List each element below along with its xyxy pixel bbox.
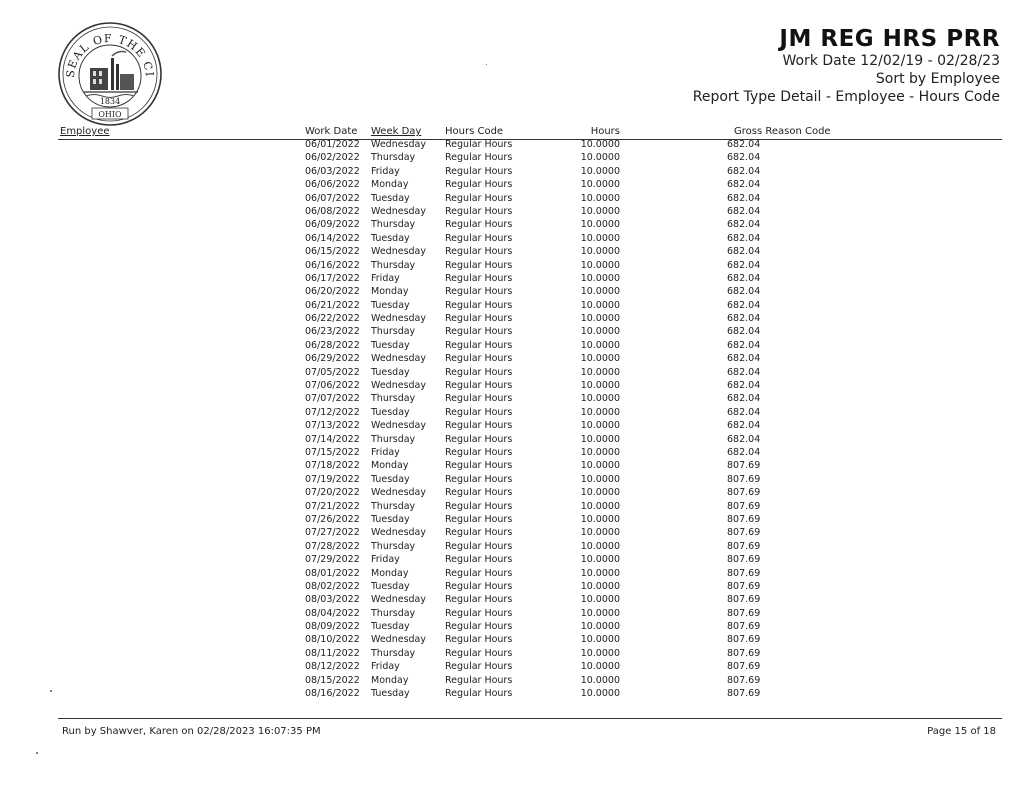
hours-code-cell: Regular Hours (445, 446, 513, 458)
hours-cell: 10.0000 (580, 366, 620, 378)
work-date-cell: 07/21/2022 (305, 500, 360, 512)
table-row (0, 687, 1024, 700)
hours-code-cell: Regular Hours (445, 246, 513, 258)
work-date-cell: 06/09/2022 (305, 219, 360, 231)
hours-cell: 10.0000 (580, 192, 620, 204)
work-date-cell: 06/22/2022 (305, 313, 360, 325)
hours-cell: 10.0000 (580, 179, 620, 191)
hours-code-cell: Regular Hours (445, 634, 513, 646)
week-day-cell: Tuesday (371, 473, 410, 485)
hours-code-cell: Regular Hours (445, 688, 513, 700)
hours-cell: 10.0000 (580, 554, 620, 566)
gross-cell: 682.04 (727, 179, 761, 191)
gross-cell: 807.69 (727, 513, 761, 525)
hours-code-cell: Regular Hours (445, 647, 513, 659)
week-day-cell: Wednesday (371, 527, 427, 539)
work-date-cell: 06/17/2022 (305, 272, 360, 284)
seal-year: 1834 (99, 97, 121, 106)
hours-code-cell: Regular Hours (445, 380, 513, 392)
work-date-cell: 07/06/2022 (305, 380, 360, 392)
week-day-cell: Wednesday (371, 634, 427, 646)
scan-speck (36, 752, 38, 754)
hours-code-cell: Regular Hours (445, 152, 513, 164)
table-row (0, 446, 1024, 459)
work-date-cell: 08/01/2022 (305, 567, 360, 579)
hours-code-cell: Regular Hours (445, 192, 513, 204)
table-row (0, 486, 1024, 499)
table-row (0, 540, 1024, 553)
gross-cell: 682.04 (727, 313, 761, 325)
work-date-cell: 06/15/2022 (305, 246, 360, 258)
hours-cell: 10.0000 (580, 621, 620, 633)
table-row (0, 218, 1024, 231)
work-date-cell: 06/03/2022 (305, 165, 360, 177)
hours-code-cell: Regular Hours (445, 621, 513, 633)
hours-cell: 10.0000 (580, 406, 620, 418)
gross-cell: 807.69 (727, 688, 761, 700)
hours-cell: 10.0000 (580, 594, 620, 606)
table-row (0, 500, 1024, 513)
work-date-cell: 08/16/2022 (305, 688, 360, 700)
hours-code-cell: Regular Hours (445, 339, 513, 351)
work-date-cell: 08/09/2022 (305, 621, 360, 633)
gross-cell: 682.04 (727, 353, 761, 365)
hours-cell: 10.0000 (580, 152, 620, 164)
hours-cell: 10.0000 (580, 460, 620, 472)
col-header-work-date: Work Date (305, 126, 358, 137)
hours-cell: 10.0000 (580, 272, 620, 284)
hours-cell: 10.0000 (580, 313, 620, 325)
week-day-cell: Wednesday (371, 205, 427, 217)
week-day-cell: Thursday (371, 152, 416, 164)
week-day-cell: Tuesday (371, 688, 410, 700)
gross-cell: 682.04 (727, 286, 761, 298)
work-date-cell: 07/26/2022 (305, 513, 360, 525)
gross-cell: 682.04 (727, 420, 761, 432)
week-day-cell: Tuesday (371, 232, 410, 244)
work-date-cell: 06/29/2022 (305, 353, 360, 365)
col-header-week-day: Week Day (371, 126, 422, 137)
gross-cell: 682.04 (727, 232, 761, 244)
hours-cell: 10.0000 (580, 607, 620, 619)
col-header-hours: Hours (590, 126, 620, 137)
seal-arc-text: SEAL OF THE CI (63, 31, 157, 79)
report-title: JM REG HRS PRR (779, 26, 1000, 52)
table-row (0, 325, 1024, 338)
hours-cell: 10.0000 (580, 139, 620, 150)
work-date-cell: 07/12/2022 (305, 406, 360, 418)
work-date-cell: 07/18/2022 (305, 460, 360, 472)
week-day-cell: Wednesday (371, 313, 427, 325)
week-day-cell: Friday (371, 661, 400, 673)
work-date-cell: 07/05/2022 (305, 366, 360, 378)
gross-cell: 807.69 (727, 500, 761, 512)
work-date-cell: 07/28/2022 (305, 540, 360, 552)
hours-code-cell: Regular Hours (445, 219, 513, 231)
gross-cell: 807.69 (727, 647, 761, 659)
week-day-cell: Wednesday (371, 487, 427, 499)
hours-code-cell: Regular Hours (445, 272, 513, 284)
gross-cell: 682.04 (727, 205, 761, 217)
week-day-cell: Friday (371, 165, 400, 177)
hours-code-cell: Regular Hours (445, 205, 513, 217)
gross-cell: 682.04 (727, 299, 761, 311)
hours-cell: 10.0000 (580, 513, 620, 525)
work-date-cell: 07/20/2022 (305, 487, 360, 499)
work-date-cell: 06/01/2022 (305, 139, 360, 150)
hours-cell: 10.0000 (580, 567, 620, 579)
hours-cell: 10.0000 (580, 380, 620, 392)
gross-cell: 807.69 (727, 487, 761, 499)
hours-cell: 10.0000 (580, 674, 620, 686)
work-date-cell: 08/04/2022 (305, 607, 360, 619)
sort-by: Sort by Employee (875, 71, 1000, 87)
hours-code-cell: Regular Hours (445, 661, 513, 673)
gross-cell: 682.04 (727, 339, 761, 351)
hours-cell: 10.0000 (580, 286, 620, 298)
work-date-cell: 06/14/2022 (305, 232, 360, 244)
week-day-cell: Tuesday (371, 621, 410, 633)
week-day-cell: Thursday (371, 393, 416, 405)
week-day-cell: Monday (371, 286, 409, 298)
hours-code-cell: Regular Hours (445, 460, 513, 472)
table-row (0, 205, 1024, 218)
table-row (0, 178, 1024, 191)
week-day-cell: Thursday (371, 500, 416, 512)
hours-cell: 10.0000 (580, 420, 620, 432)
gross-cell: 682.04 (727, 446, 761, 458)
hours-code-cell: Regular Hours (445, 353, 513, 365)
work-date-cell: 06/07/2022 (305, 192, 360, 204)
gross-cell: 807.69 (727, 621, 761, 633)
week-day-cell: Wednesday (371, 353, 427, 365)
hours-code-cell: Regular Hours (445, 594, 513, 606)
hours-cell: 10.0000 (580, 165, 620, 177)
gross-cell: 682.04 (727, 139, 761, 150)
table-row (0, 165, 1024, 178)
work-date-cell: 08/11/2022 (305, 647, 360, 659)
gross-cell: 807.69 (727, 580, 761, 592)
work-date-cell: 06/02/2022 (305, 152, 360, 164)
week-day-cell: Thursday (371, 219, 416, 231)
hours-cell: 10.0000 (580, 688, 620, 700)
table-row (0, 433, 1024, 446)
gross-cell: 807.69 (727, 460, 761, 472)
hours-code-cell: Regular Hours (445, 554, 513, 566)
work-date-cell: 06/21/2022 (305, 299, 360, 311)
work-date-cell: 08/12/2022 (305, 661, 360, 673)
table-row (0, 392, 1024, 405)
week-day-cell: Thursday (371, 259, 416, 271)
gross-cell: 807.69 (727, 607, 761, 619)
week-day-cell: Friday (371, 446, 400, 458)
scan-speck (486, 64, 487, 65)
table-row (0, 232, 1024, 245)
hours-code-cell: Regular Hours (445, 299, 513, 311)
hours-code-cell: Regular Hours (445, 527, 513, 539)
week-day-cell: Tuesday (371, 580, 410, 592)
hours-code-cell: Regular Hours (445, 433, 513, 445)
table-row (0, 473, 1024, 486)
footer-divider (58, 718, 1002, 719)
table-row (0, 339, 1024, 352)
gross-cell: 807.69 (727, 674, 761, 686)
hours-cell: 10.0000 (580, 433, 620, 445)
table-row (0, 379, 1024, 392)
table-row (0, 459, 1024, 472)
hours-code-cell: Regular Hours (445, 313, 513, 325)
scan-speck (50, 690, 52, 692)
table-row (0, 593, 1024, 606)
work-date-cell: 06/23/2022 (305, 326, 360, 338)
week-day-cell: Wednesday (371, 246, 427, 258)
week-day-cell: Monday (371, 460, 409, 472)
gross-cell: 682.04 (727, 326, 761, 338)
work-date-cell: 06/08/2022 (305, 205, 360, 217)
hours-cell: 10.0000 (580, 473, 620, 485)
hours-cell: 10.0000 (580, 527, 620, 539)
hours-code-cell: Regular Hours (445, 286, 513, 298)
work-date-cell: 07/14/2022 (305, 433, 360, 445)
work-date-cell: 08/10/2022 (305, 634, 360, 646)
table-row (0, 567, 1024, 580)
table-row (0, 259, 1024, 272)
hours-code-cell: Regular Hours (445, 580, 513, 592)
work-date-cell: 06/06/2022 (305, 179, 360, 191)
table-row (0, 299, 1024, 312)
table-row (0, 580, 1024, 593)
week-day-cell: Thursday (371, 647, 416, 659)
hours-code-cell: Regular Hours (445, 473, 513, 485)
hours-code-cell: Regular Hours (445, 366, 513, 378)
city-seal-logo (56, 20, 164, 128)
hours-cell: 10.0000 (580, 326, 620, 338)
table-row (0, 312, 1024, 325)
week-day-cell: Tuesday (371, 339, 410, 351)
gross-cell: 682.04 (727, 380, 761, 392)
table-row (0, 607, 1024, 620)
work-date-cell: 08/15/2022 (305, 674, 360, 686)
hours-cell: 10.0000 (580, 219, 620, 231)
hours-code-cell: Regular Hours (445, 259, 513, 271)
week-day-cell: Tuesday (371, 406, 410, 418)
col-header-gross-reason: Gross Reason Code (734, 126, 831, 137)
gross-cell: 682.04 (727, 433, 761, 445)
hours-cell: 10.0000 (580, 246, 620, 258)
hours-code-cell: Regular Hours (445, 406, 513, 418)
week-day-cell: Tuesday (371, 513, 410, 525)
hours-cell: 10.0000 (580, 205, 620, 217)
work-date-cell: 07/07/2022 (305, 393, 360, 405)
gross-cell: 682.04 (727, 152, 761, 164)
table-row (0, 151, 1024, 164)
hours-code-cell: Regular Hours (445, 674, 513, 686)
table-row (0, 553, 1024, 566)
hours-code-cell: Regular Hours (445, 165, 513, 177)
gross-cell: 807.69 (727, 567, 761, 579)
gross-cell: 807.69 (727, 473, 761, 485)
hours-code-cell: Regular Hours (445, 326, 513, 338)
hours-code-cell: Regular Hours (445, 420, 513, 432)
hours-cell: 10.0000 (580, 661, 620, 673)
work-date-range: Work Date 12/02/19 - 02/28/23 (782, 53, 1000, 69)
gross-cell: 807.69 (727, 554, 761, 566)
table-row (0, 192, 1024, 205)
work-date-cell: 07/15/2022 (305, 446, 360, 458)
hours-cell: 10.0000 (580, 500, 620, 512)
week-day-cell: Tuesday (371, 366, 410, 378)
gross-cell: 682.04 (727, 272, 761, 284)
week-day-cell: Thursday (371, 540, 416, 552)
table-row (0, 272, 1024, 285)
table-row (0, 366, 1024, 379)
hours-cell: 10.0000 (580, 232, 620, 244)
page-number: Page 15 of 18 (927, 726, 996, 737)
table-row (0, 285, 1024, 298)
week-day-cell: Wednesday (371, 380, 427, 392)
hours-cell: 10.0000 (580, 487, 620, 499)
table-row (0, 526, 1024, 539)
table-row (0, 660, 1024, 673)
gross-cell: 682.04 (727, 393, 761, 405)
table-row (0, 406, 1024, 419)
col-header-hours-code: Hours Code (445, 126, 504, 137)
hours-code-cell: Regular Hours (445, 540, 513, 552)
work-date-cell: 08/02/2022 (305, 580, 360, 592)
table-row (0, 245, 1024, 258)
work-date-cell: 06/20/2022 (305, 286, 360, 298)
gross-cell: 682.04 (727, 366, 761, 378)
hours-cell: 10.0000 (580, 353, 620, 365)
hours-cell: 10.0000 (580, 259, 620, 271)
hours-cell: 10.0000 (580, 634, 620, 646)
table-row (0, 647, 1024, 660)
hours-code-cell: Regular Hours (445, 487, 513, 499)
hours-cell: 10.0000 (580, 339, 620, 351)
work-date-cell: 06/16/2022 (305, 259, 360, 271)
gross-cell: 807.69 (727, 661, 761, 673)
hours-code-cell: Regular Hours (445, 567, 513, 579)
hours-cell: 10.0000 (580, 299, 620, 311)
week-day-cell: Friday (371, 554, 400, 566)
hours-cell: 10.0000 (580, 393, 620, 405)
hours-table (0, 138, 1024, 700)
gross-cell: 682.04 (727, 165, 761, 177)
gross-cell: 682.04 (727, 259, 761, 271)
week-day-cell: Tuesday (371, 299, 410, 311)
gross-cell: 807.69 (727, 540, 761, 552)
seal-state: OHIO (98, 110, 122, 119)
table-row (0, 633, 1024, 646)
week-day-cell: Wednesday (371, 594, 427, 606)
hours-code-cell: Regular Hours (445, 232, 513, 244)
hours-code-cell: Regular Hours (445, 179, 513, 191)
work-date-cell: 07/13/2022 (305, 420, 360, 432)
gross-cell: 807.69 (727, 594, 761, 606)
week-day-cell: Thursday (371, 326, 416, 338)
week-day-cell: Friday (371, 272, 400, 284)
week-day-cell: Monday (371, 674, 409, 686)
table-row (0, 419, 1024, 432)
table-row (0, 138, 1024, 151)
work-date-cell: 07/29/2022 (305, 554, 360, 566)
run-by-text: Run by Shawver, Karen on 02/28/2023 16:07:35 PM (62, 726, 321, 737)
gross-cell: 682.04 (727, 246, 761, 258)
hours-cell: 10.0000 (580, 446, 620, 458)
work-date-cell: 07/19/2022 (305, 473, 360, 485)
report-header (693, 26, 1000, 106)
week-day-cell: Monday (371, 567, 409, 579)
week-day-cell: Thursday (371, 433, 416, 445)
gross-cell: 807.69 (727, 634, 761, 646)
gross-cell: 682.04 (727, 219, 761, 231)
table-row (0, 674, 1024, 687)
gross-cell: 682.04 (727, 406, 761, 418)
table-row (0, 513, 1024, 526)
week-day-cell: Wednesday (371, 139, 427, 150)
col-header-employee: Employee (60, 126, 110, 137)
week-day-cell: Wednesday (371, 420, 427, 432)
table-row (0, 352, 1024, 365)
work-date-cell: 07/27/2022 (305, 527, 360, 539)
work-date-cell: 06/28/2022 (305, 339, 360, 351)
hours-cell: 10.0000 (580, 580, 620, 592)
hours-code-cell: Regular Hours (445, 393, 513, 405)
hours-code-cell: Regular Hours (445, 513, 513, 525)
report-type: Report Type Detail - Employee - Hours Code (692, 89, 1000, 105)
hours-code-cell: Regular Hours (445, 500, 513, 512)
hours-code-cell: Regular Hours (445, 607, 513, 619)
gross-cell: 807.69 (727, 527, 761, 539)
hours-code-cell: Regular Hours (445, 139, 513, 150)
table-row (0, 620, 1024, 633)
work-date-cell: 08/03/2022 (305, 594, 360, 606)
hours-cell: 10.0000 (580, 647, 620, 659)
hours-cell: 10.0000 (580, 540, 620, 552)
week-day-cell: Thursday (371, 607, 416, 619)
week-day-cell: Tuesday (371, 192, 410, 204)
gross-cell: 682.04 (727, 192, 761, 204)
week-day-cell: Monday (371, 179, 409, 191)
